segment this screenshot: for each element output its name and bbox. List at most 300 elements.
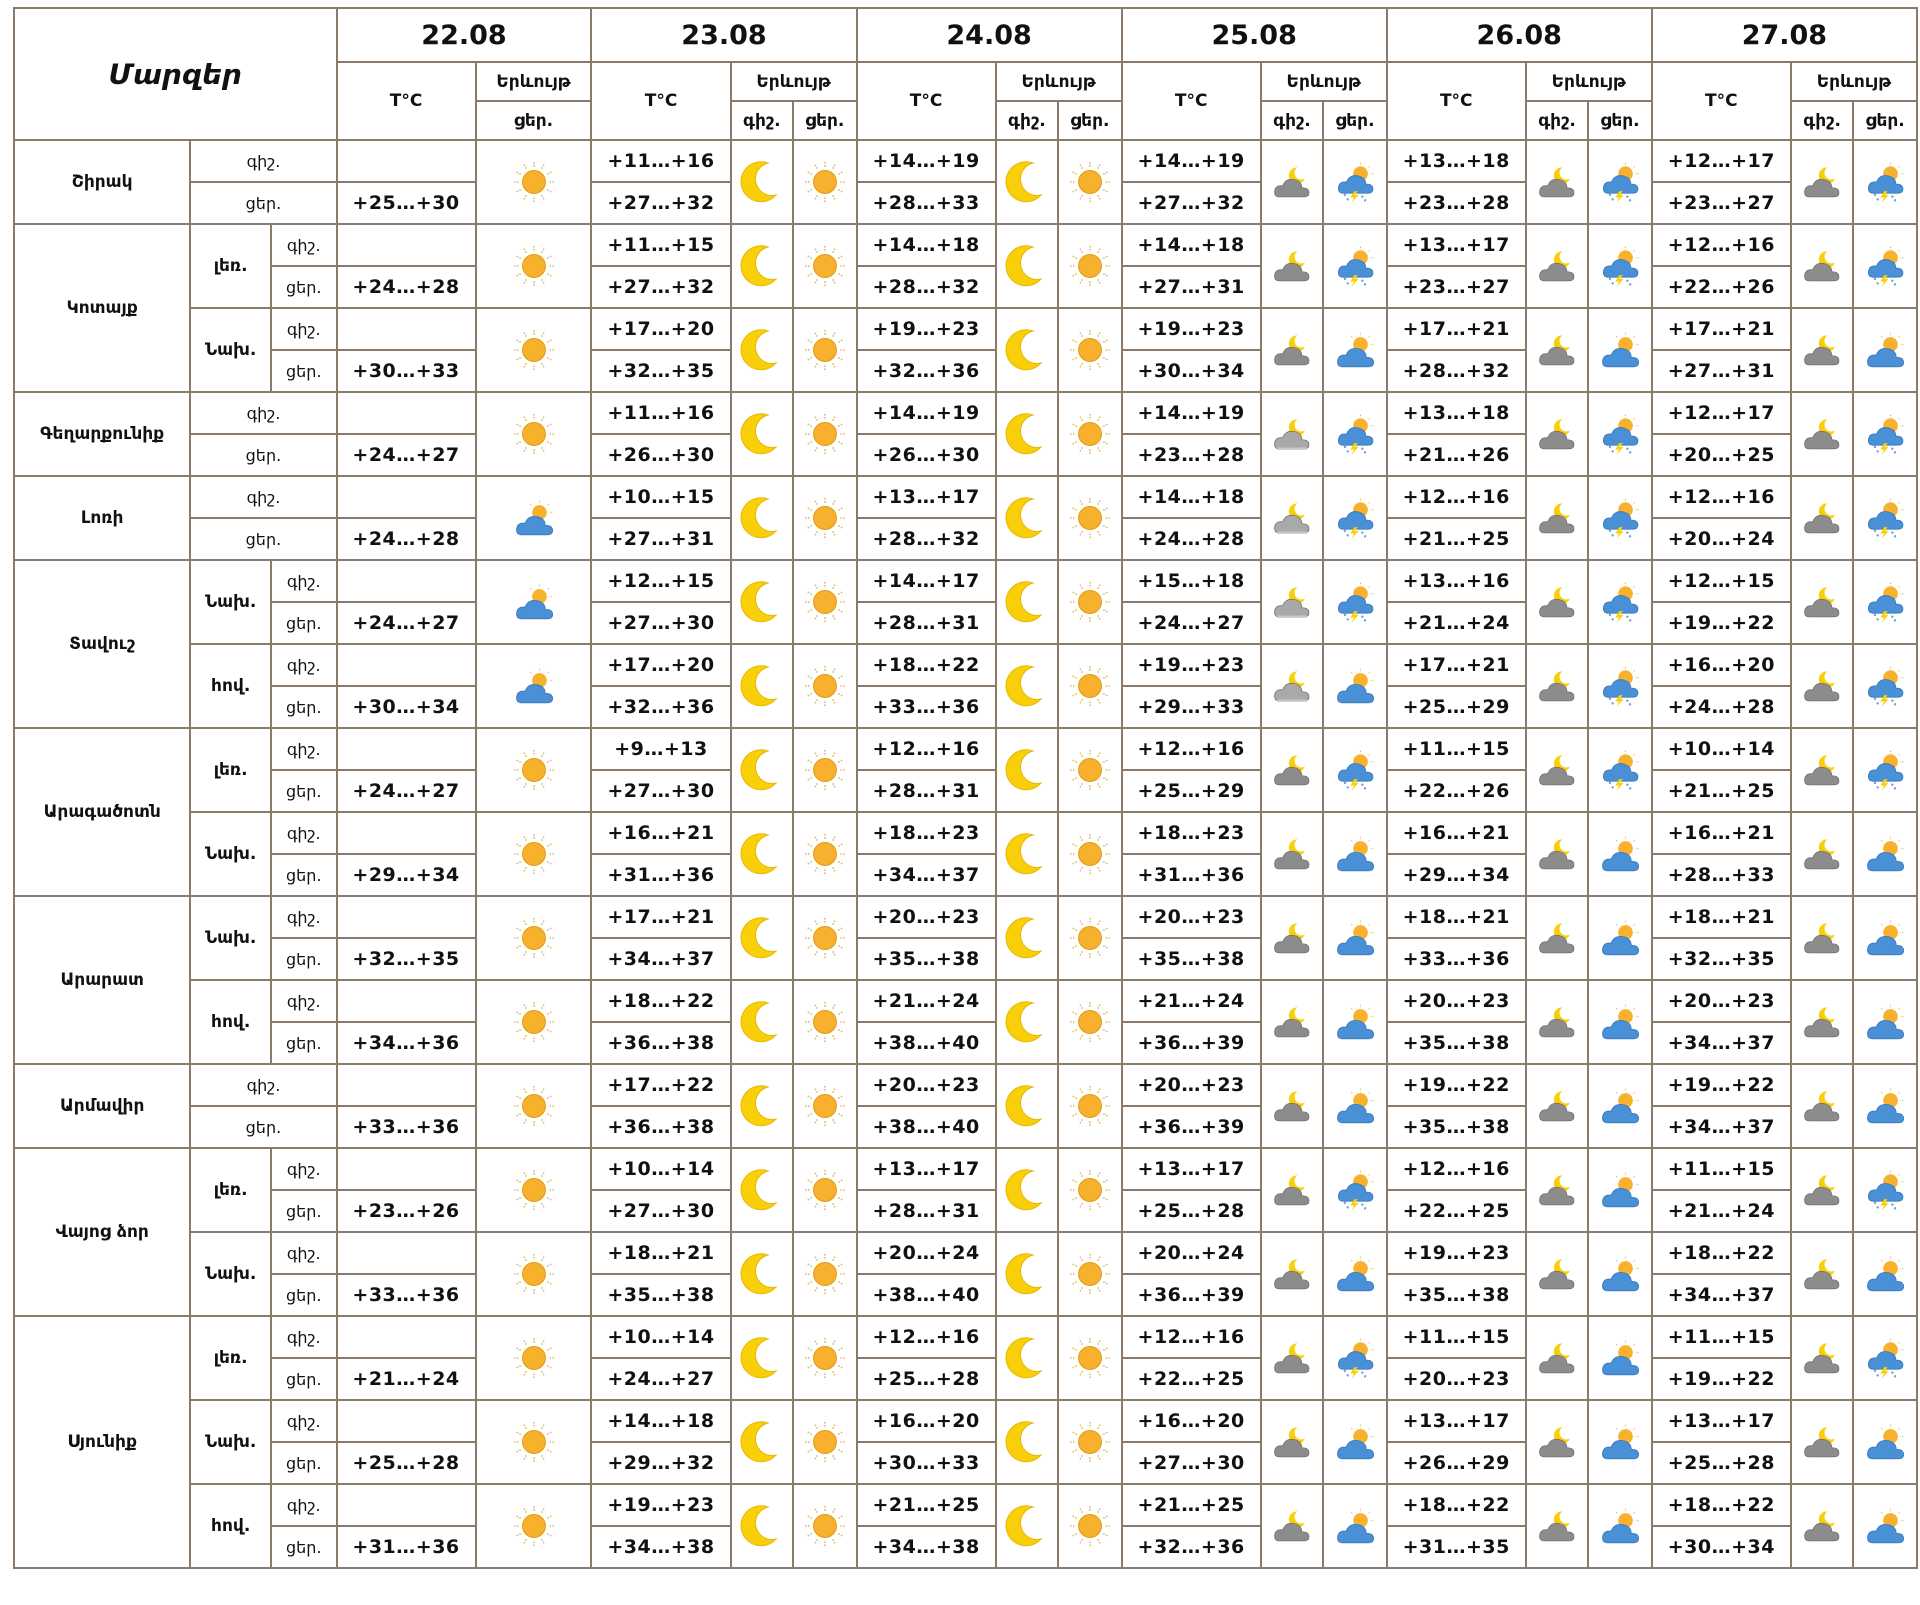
night-label: գիշ. [271,560,337,602]
temp-day-cell: +35…+38 [1387,1106,1526,1148]
temp-night-cell: +21…+24 [1122,980,1261,1022]
cloud-sun-icon [1323,1400,1387,1484]
region-name: Շիրակ [14,140,190,224]
cloud-sun-icon [476,644,592,728]
sun-icon [1058,644,1122,728]
sun-icon [793,140,857,224]
temp-night-cell: +12…+16 [857,1316,996,1358]
day-label: ցեր. [271,938,337,980]
day-subheader: ցեր. [793,101,857,140]
temp-night-cell [337,644,476,686]
moon-icon [996,1484,1058,1568]
cloud-moon-icon [1526,140,1588,224]
temp-night-cell: +19…+22 [1387,1064,1526,1106]
temp-night-cell: +17…+20 [591,308,730,350]
temp-day-cell: +22…+25 [1122,1358,1261,1400]
sun-icon [793,224,857,308]
temp-day-cell: +25…+28 [1652,1442,1791,1484]
temp-day-cell: +24…+28 [1122,518,1261,560]
moon-icon [996,1232,1058,1316]
temp-night-cell: +19…+23 [591,1484,730,1526]
temp-day-cell: +25…+30 [337,182,476,224]
temp-day-cell: +27…+32 [1122,182,1261,224]
temp-night-cell: +14…+19 [1122,140,1261,182]
temp-day-cell: +32…+36 [1122,1526,1261,1568]
thunderstorm-icon [1588,476,1652,560]
temp-day-cell: +23…+27 [1652,182,1791,224]
temp-day-cell: +25…+28 [857,1358,996,1400]
sun-icon [793,644,857,728]
temp-night-cell: +18…+21 [1387,896,1526,938]
night-label: գիշ. [271,1400,337,1442]
temperature-header: T°C [1652,62,1791,140]
temp-day-cell: +21…+24 [1652,1190,1791,1232]
cloud-sun-icon [476,560,592,644]
cloud-moon-icon [1261,1400,1323,1484]
day-label: ցեր. [190,518,336,560]
sun-icon [1058,308,1122,392]
thunderstorm-icon [1588,560,1652,644]
thunderstorm-icon [1853,224,1917,308]
moon-icon [996,224,1058,308]
sun-icon [793,1148,857,1232]
table-row [14,644,1917,686]
day-subheader: ցեր. [1588,101,1652,140]
temp-night-cell: +11…+15 [1652,1316,1791,1358]
table-row [14,308,1917,350]
region-name: Լոռի [14,476,190,560]
sun-icon [793,728,857,812]
temp-night-cell: +14…+18 [1122,476,1261,518]
cloud-moon-icon [1526,224,1588,308]
day-label: ցեր. [271,854,337,896]
temp-night-cell: +11…+15 [591,224,730,266]
table-row [14,1064,1917,1106]
cloud-moon-icon [1526,476,1588,560]
sun-icon [1058,1148,1122,1232]
sun-icon [1058,1400,1122,1484]
cloud-sun-icon [1323,812,1387,896]
cloud-sun-icon [1588,1148,1652,1232]
table-row [14,728,1917,770]
moon-icon [731,476,793,560]
temp-night-cell: +17…+21 [1652,308,1791,350]
temp-night-cell: +12…+16 [1387,1148,1526,1190]
cloud-moon-icon [1261,812,1323,896]
temp-night-cell: +10…+15 [591,476,730,518]
thunderstorm-icon [1588,140,1652,224]
cloud-sun-icon [1323,644,1387,728]
temp-day-cell: +24…+27 [337,434,476,476]
table-row [14,140,1917,182]
night-label: գիշ. [271,1316,337,1358]
region-name: Տավուշ [14,560,190,728]
area-name: հով. [190,644,271,728]
cloud-sun-icon [1323,980,1387,1064]
night-subheader: գիշ. [731,101,793,140]
date-header: 27.08 [1652,8,1917,62]
thunderstorm-icon [1853,476,1917,560]
night-label: գիշ. [271,1232,337,1274]
temp-night-cell [337,896,476,938]
temp-night-cell: +20…+24 [1122,1232,1261,1274]
thunderstorm-icon [1323,476,1387,560]
temp-night-cell: +13…+18 [1387,392,1526,434]
sun-icon [1058,896,1122,980]
cloud-moon-icon [1526,1400,1588,1484]
cloud-sun-icon [1588,1484,1652,1568]
date-header: 26.08 [1387,8,1652,62]
night-subheader: գիշ. [1526,101,1588,140]
temp-day-cell: +26…+30 [857,434,996,476]
cloud-moon-icon [1791,1064,1853,1148]
table-title: Մարզեր [14,8,337,140]
thunderstorm-icon [1323,392,1387,476]
temp-day-cell: +30…+34 [1652,1526,1791,1568]
area-name: լեռ. [190,728,271,812]
cloud-moon-icon [1526,560,1588,644]
temp-day-cell: +32…+35 [337,938,476,980]
temp-day-cell: +35…+38 [1387,1022,1526,1064]
temp-night-cell: +13…+18 [1387,140,1526,182]
cloud-moon-icon [1261,1232,1323,1316]
moon-icon [731,224,793,308]
sun-icon [793,812,857,896]
temp-day-cell: +25…+29 [1387,686,1526,728]
temp-night-cell: +18…+21 [1652,896,1791,938]
cloud-sun-icon [1853,1064,1917,1148]
temp-day-cell: +21…+25 [1652,770,1791,812]
sun-icon [476,1148,592,1232]
cloud-moon-icon [1526,1232,1588,1316]
phenomenon-header: Երևույթ [731,62,857,101]
area-name: հով. [190,1484,271,1568]
temp-day-cell: +29…+34 [337,854,476,896]
sun-icon [476,980,592,1064]
cloud-moon-icon [1791,308,1853,392]
temp-day-cell: +19…+22 [1652,602,1791,644]
cloud-moon-icon [1791,560,1853,644]
temp-day-cell: +32…+36 [591,686,730,728]
cloud-moon-icon [1261,140,1323,224]
cloud-moon-icon [1791,1400,1853,1484]
cloud-moon-icon [1791,812,1853,896]
temp-day-cell: +33…+36 [337,1274,476,1316]
cloud-moon-icon [1791,728,1853,812]
temp-night-cell: +12…+16 [1652,476,1791,518]
temp-night-cell: +18…+22 [1652,1484,1791,1526]
moon-icon [996,308,1058,392]
sun-icon [793,1400,857,1484]
sun-icon [476,1484,592,1568]
area-name: հով. [190,980,271,1064]
temp-day-cell: +38…+40 [857,1274,996,1316]
night-label: գիշ. [271,812,337,854]
day-label: ցեր. [190,434,336,476]
temp-night-cell: +14…+18 [591,1400,730,1442]
moon-icon [996,560,1058,644]
temp-night-cell: +17…+20 [591,644,730,686]
temp-night-cell: +20…+23 [1122,1064,1261,1106]
temp-night-cell: +20…+23 [857,896,996,938]
phenomenon-header: Երևույթ [1526,62,1652,101]
temp-night-cell [337,140,476,182]
sun-icon [1058,476,1122,560]
temp-night-cell: +21…+25 [1122,1484,1261,1526]
temp-night-cell: +13…+17 [1387,224,1526,266]
cloud-moon-icon [1791,392,1853,476]
moon-icon [996,1148,1058,1232]
moon-icon [996,980,1058,1064]
day-label: ցեր. [271,1442,337,1484]
thunderstorm-icon [1588,392,1652,476]
temp-day-cell: +27…+30 [591,770,730,812]
night-subheader: գիշ. [1261,101,1323,140]
temp-night-cell: +14…+18 [857,224,996,266]
temp-day-cell: +24…+27 [337,770,476,812]
table-row [14,392,1917,434]
temp-night-cell: +13…+17 [1122,1148,1261,1190]
thunderstorm-icon [1853,392,1917,476]
table-row [14,224,1917,266]
sun-icon [793,560,857,644]
temp-night-cell: +19…+23 [1387,1232,1526,1274]
cloud-sun-icon [1323,896,1387,980]
day-label: ցեր. [271,770,337,812]
thunderstorm-icon [1323,1148,1387,1232]
temp-day-cell: +22…+25 [1387,1190,1526,1232]
temp-night-cell: +15…+18 [1122,560,1261,602]
temp-day-cell: +27…+31 [1122,266,1261,308]
cloud-moon-icon [1526,1316,1588,1400]
temp-day-cell: +21…+24 [337,1358,476,1400]
thunderstorm-icon [1323,224,1387,308]
temp-night-cell: +11…+15 [1387,728,1526,770]
temp-day-cell: +34…+37 [857,854,996,896]
area-name: լեռ. [190,1148,271,1232]
day-subheader: ցեր. [1058,101,1122,140]
temp-night-cell: +19…+23 [1122,644,1261,686]
cloud-moon-icon [1526,812,1588,896]
cloud-sun-icon [1853,1232,1917,1316]
temp-day-cell: +34…+38 [591,1526,730,1568]
sun-icon [1058,1316,1122,1400]
temp-day-cell: +28…+33 [857,182,996,224]
temp-night-cell: +19…+22 [1652,1064,1791,1106]
temp-night-cell: +17…+21 [1387,308,1526,350]
moon-icon [731,1232,793,1316]
night-label: գիշ. [271,1148,337,1190]
temp-day-cell: +24…+27 [337,602,476,644]
moon-icon [996,476,1058,560]
night-label: գիշ. [190,1064,336,1106]
day-label: ցեր. [271,1022,337,1064]
day-label: ցեր. [271,1526,337,1568]
temp-night-cell: +18…+22 [1387,1484,1526,1526]
night-label: գիշ. [190,476,336,518]
table-row [14,1316,1917,1358]
thunderstorm-icon [1853,644,1917,728]
temp-night-cell: +13…+17 [1652,1400,1791,1442]
day-label: ցեր. [271,602,337,644]
temp-night-cell [337,224,476,266]
temp-night-cell [337,980,476,1022]
temperature-header: T°C [591,62,730,140]
night-label: գիշ. [271,1484,337,1526]
thunderstorm-icon [1323,560,1387,644]
area-name: Նախ. [190,560,271,644]
temp-day-cell: +28…+32 [1387,350,1526,392]
temp-day-cell: +34…+37 [1652,1022,1791,1064]
temp-night-cell: +11…+15 [1387,1316,1526,1358]
moon-icon [731,728,793,812]
moon-icon [731,812,793,896]
temp-day-cell: +33…+36 [1387,938,1526,980]
cloud-moon-icon [1791,1484,1853,1568]
temp-day-cell: +25…+28 [337,1442,476,1484]
cloud-moon-icon [1526,980,1588,1064]
cloud-moon-icon [1791,896,1853,980]
temp-day-cell: +24…+28 [337,266,476,308]
cloud-moon-icon [1791,980,1853,1064]
sun-icon [793,476,857,560]
day-subheader: ցեր. [476,101,592,140]
temperature-header: T°C [337,62,476,140]
cloud-sun-icon [1588,980,1652,1064]
date-header: 24.08 [857,8,1122,62]
moon-icon [731,1148,793,1232]
cloud-sun-icon [1853,308,1917,392]
thunderstorm-icon [1323,140,1387,224]
thunderstorm-icon [1323,1316,1387,1400]
cloud-sun-icon [1588,896,1652,980]
table-row [14,1148,1917,1190]
sun-icon [1058,392,1122,476]
temp-night-cell [337,308,476,350]
temp-day-cell: +23…+28 [1122,434,1261,476]
temp-night-cell: +18…+22 [591,980,730,1022]
temp-night-cell: +18…+21 [591,1232,730,1274]
cloud-moon-icon [1791,1148,1853,1232]
date-header: 22.08 [337,8,592,62]
cloud-moon-icon [1261,224,1323,308]
cloud-moon-icon [1791,476,1853,560]
temp-night-cell: +13…+17 [857,1148,996,1190]
table-row [14,560,1917,602]
cloud-moon-icon [1526,1484,1588,1568]
temp-day-cell: +24…+27 [591,1358,730,1400]
moon-icon [996,140,1058,224]
temp-night-cell: +16…+21 [1387,812,1526,854]
temp-day-cell: +32…+35 [591,350,730,392]
night-label: գիշ. [271,728,337,770]
temp-day-cell: +30…+33 [337,350,476,392]
sun-icon [793,308,857,392]
temp-night-cell: +19…+23 [857,308,996,350]
sun-icon [476,1316,592,1400]
temp-day-cell: +35…+38 [591,1274,730,1316]
temp-night-cell: +10…+14 [1652,728,1791,770]
moon-icon [731,644,793,728]
temp-night-cell: +14…+19 [857,140,996,182]
region-name: Սյունիք [14,1316,190,1568]
temp-night-cell: +21…+25 [857,1484,996,1526]
temp-day-cell: +33…+36 [857,686,996,728]
cloud-moon-icon [1261,308,1323,392]
temp-day-cell: +27…+30 [591,1190,730,1232]
cloud-sun-icon [1853,980,1917,1064]
temp-day-cell: +34…+38 [857,1526,996,1568]
table-row [14,812,1917,854]
sun-icon [1058,1484,1122,1568]
area-name: Նախ. [190,812,271,896]
moon-icon [996,728,1058,812]
temp-night-cell [337,560,476,602]
temp-night-cell [337,1232,476,1274]
temp-day-cell: +20…+25 [1652,434,1791,476]
moon-icon [731,896,793,980]
table-row [14,476,1917,518]
temp-day-cell: +22…+26 [1652,266,1791,308]
temp-day-cell: +28…+33 [1652,854,1791,896]
temp-night-cell: +12…+17 [1652,392,1791,434]
sun-icon [1058,1064,1122,1148]
temp-night-cell: +12…+16 [857,728,996,770]
temp-night-cell: +16…+20 [1122,1400,1261,1442]
phenomenon-header: Երևույթ [1261,62,1387,101]
temp-day-cell: +29…+33 [1122,686,1261,728]
temp-night-cell [337,1400,476,1442]
temp-night-cell: +20…+23 [1652,980,1791,1022]
moon-icon [731,140,793,224]
sun-icon [793,392,857,476]
sun-icon [476,896,592,980]
cloud-sun-icon [1853,1400,1917,1484]
day-subheader: ցեր. [1323,101,1387,140]
temp-night-cell: +12…+16 [1122,728,1261,770]
cloud-moon-fog-icon [1261,392,1323,476]
temp-night-cell: +14…+18 [1122,224,1261,266]
temp-day-cell: +29…+34 [1387,854,1526,896]
temp-day-cell: +35…+38 [1122,938,1261,980]
sun-icon [476,1064,592,1148]
temp-night-cell: +19…+23 [1122,308,1261,350]
temp-day-cell: +20…+24 [1652,518,1791,560]
moon-icon [731,1484,793,1568]
temp-day-cell: +26…+29 [1387,1442,1526,1484]
thunderstorm-icon [1588,224,1652,308]
thunderstorm-icon [1853,560,1917,644]
night-label: գիշ. [271,644,337,686]
forecast-table [13,7,1918,1569]
moon-icon [731,560,793,644]
cloud-sun-icon [1588,308,1652,392]
sun-icon [1058,980,1122,1064]
sun-icon [793,1232,857,1316]
region-name: Արմավիր [14,1064,190,1148]
day-label: ցեր. [190,182,336,224]
temp-night-cell: +20…+23 [857,1064,996,1106]
region-name: Արագածոտն [14,728,190,896]
cloud-moon-icon [1261,1484,1323,1568]
temp-day-cell: +21…+24 [1387,602,1526,644]
temp-night-cell [337,1316,476,1358]
thunderstorm-icon [1588,728,1652,812]
temp-day-cell: +36…+39 [1122,1106,1261,1148]
temp-night-cell [337,476,476,518]
table-row [14,1484,1917,1526]
temp-day-cell: +30…+33 [857,1442,996,1484]
